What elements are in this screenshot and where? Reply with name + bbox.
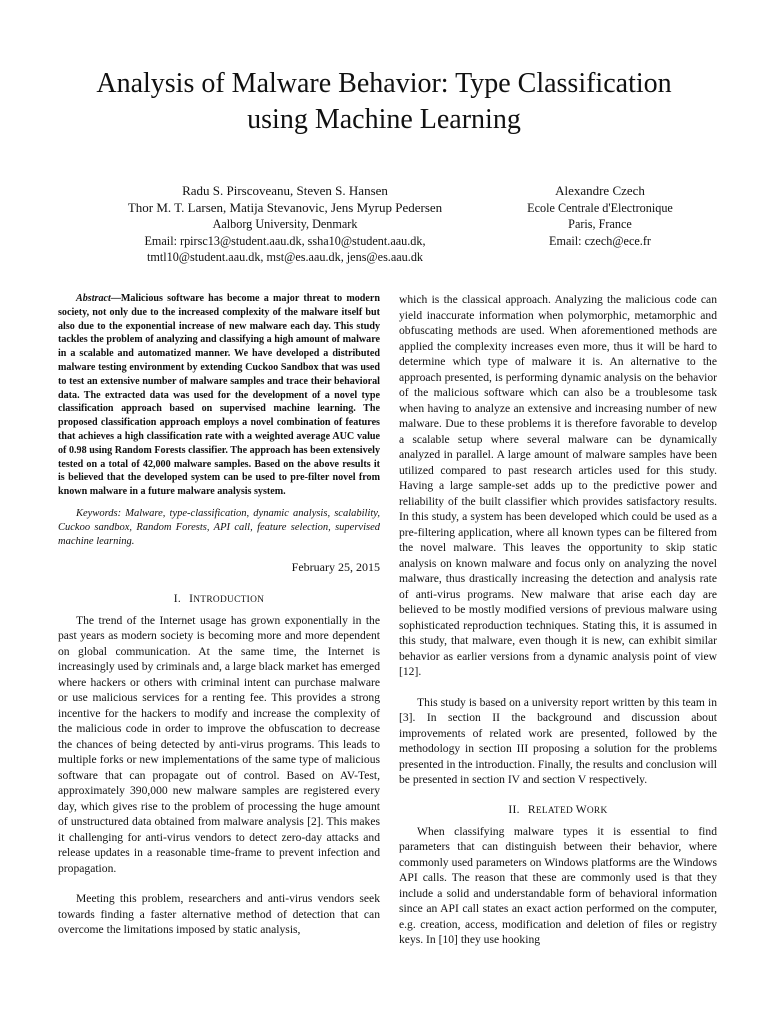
author-affiliation-ece: Ecole Centrale d'Electronique xyxy=(527,200,673,215)
keywords: Keywords: Malware, type-classification, dynamic analysis, scalability, Cuckoo sandbox, Random Forests, API call, feature selection, supervised machine learning. xyxy=(58,507,380,548)
abstract xyxy=(58,292,380,499)
section-heading-introduction xyxy=(58,593,380,605)
author-email-2: tmtl10@student.aau.dk, mst@es.aau.dk, jens@es.aau.dk xyxy=(146,250,424,264)
author-name-czech: Alexandre Czech xyxy=(555,183,645,198)
paper-title xyxy=(40,66,728,138)
author-names-1: Radu S. Pirscoveanu, Steven S. Hansen xyxy=(182,183,388,198)
section-title-rest: NTRODUCTION xyxy=(193,594,265,605)
section-numeral: I. xyxy=(173,592,182,605)
intro-paragraph-2: Meeting this problem, researchers and anti-virus vendors seek towards finding a faster alternative method of detection that can overcome the limitations imposed by static analysis, xyxy=(58,892,380,937)
abstract-label: Abstract xyxy=(76,293,111,304)
author-email-1: Email: rpirsc13@student.aau.dk, ssha10@student.aau.dk, xyxy=(144,233,426,248)
title-line-1: Analysis of Malware Behavior: Type Classification xyxy=(96,68,672,99)
related-work-paragraph-1: When classifying malware types it is essential to find parameters that can distinguish between their behavior, where commonly used parameters on Windows platforms are the Windows API calls. The reason that these are commonly used is that they include a solid and understandable form of behavioral information since an API call states an exact action performed on the computer, e.g. creation, access, modification and deletion of files or registry keys. In [10] they use hooking xyxy=(399,824,717,946)
publication-date: February 25, 2015 xyxy=(291,559,380,574)
left-column xyxy=(58,292,380,938)
abstract-text: —Malicious software has become a major threat to modern society, not only due to the increased complexity of the malware itself but also due to the exponential increase of new malware each day. This study tackles the problem of analyzing and classifying a high amount of malware in a scalable and automatized manner. We have developed a distributed malware testing environment by extending Cuckoo Sandbox that was used to test an extensive number of malware samples and trace their behavioral data. The extracted data was used for the development of a novel type classification approach based on supervised machine learning. The proposed classification approach employs a novel combination of features that achieves a high classification rate with a weighted average AUC value of 0.98 using Random Forests classifier. The approach has been extensively tested on a total of 42,000 malware samples. Based on the above results it is believed that the developed system can be used to pre-filter novel from known malware in a future malware analysis system. xyxy=(58,293,380,498)
section-title-rest-3: ORK xyxy=(586,805,608,816)
section-heading-related-work xyxy=(399,804,717,816)
right-column xyxy=(399,292,717,948)
title-line-2: using Machine Learning xyxy=(247,104,521,135)
author-names-2: Thor M. T. Larsen, Matija Stevanovic, Jens Myrup Pedersen xyxy=(127,199,443,215)
section-title-initial-2: R xyxy=(527,803,536,816)
section-title-rest-2: ELATED xyxy=(535,805,576,816)
author-location-ece: Paris, France xyxy=(568,217,632,231)
author-email-czech: Email: czech@ece.fr xyxy=(549,233,651,248)
author-block-ece xyxy=(485,183,715,249)
intro-paragraph-1: The trend of the Internet usage has grown exponentially in the past years as modern society is becoming more and more dependent on global communication. At the same time, the Internet is increasingly used by criminals and, a large black market has emerged where hackers or others with criminal intent can purchase malware or use malicious services for a renting fee. This provides a strong incentive for the hackers to modify and increase the complexity of the malicious code in order to improve the obfuscation to decrease the chances of being detected by anti-virus programs. This leads to multiple forks or new implementations of the same type of malicious software that can propagate out of control. Based on AV-Test, approximately 390,000 new malware samples are registered every day, which gives rise to the problem of processing the huge amount of unstructured data obtained from malware analysis [2]. This makes it challenging for anti-virus vendors to detect zero-day attacks and release updates in a reasonable time-frame to prevent infection and propagation. xyxy=(58,613,380,875)
section-numeral-2: II. xyxy=(508,803,520,816)
author-block-aalborg xyxy=(100,183,470,266)
section-title-initial-3: W xyxy=(575,803,587,816)
intro-paragraph-3: which is the classical approach. Analyzing the malicious code can yield inaccurate information when polymorphic, metamorphic and obfuscating methods are used. When aforementioned methods are applied the complexity increases even more, thus it will be hard to determine which type of malware it is. An alternative to the approach presented, is performing dynamic analysis on the behavior of the malicious software which can also be a troublesome task when having to analyze an extensive and increasing number of new malware. Due to these problems it is therefore favorable to develop a scalable setup where several malware can be dynamically analyzed in parallel. A large amount of malware samples have been utilized compared to past research articles used for this study. Having a large sample-set adds up to the predictive power and reliability of the built classifier which provides satisfactory results. In this study, a system has been developed which could be used as a pre-filtering application, where all known types can be filtered from the novel malware. This leaves the opportunity to skip static analysis on known malware and focus only on analyzing the novel malware, thus drastically increasing the detection and analysis rate of anti-virus programs. New malware that arise each day are believed to be mostly modified versions of previous malware using sophisticated reproduction techniques. Stating this, it is assumed in this study, that malware, even though it is new, can exhibit similar behavior as earlier versions from a dynamic analysis point of view [12]. xyxy=(399,293,717,678)
author-affiliation: Aalborg University, Denmark xyxy=(212,217,358,231)
intro-paragraph-4: This study is based on a university report written by this team in [3]. In section II the background and discussion about improvements of related work are presented, followed by the methodology in section III proposing a solution for the problems presented in the introduction. Finally, the results and conclusion will be presented in section IV and section V respectively. xyxy=(399,695,717,786)
section-title-initial: I xyxy=(189,592,194,605)
